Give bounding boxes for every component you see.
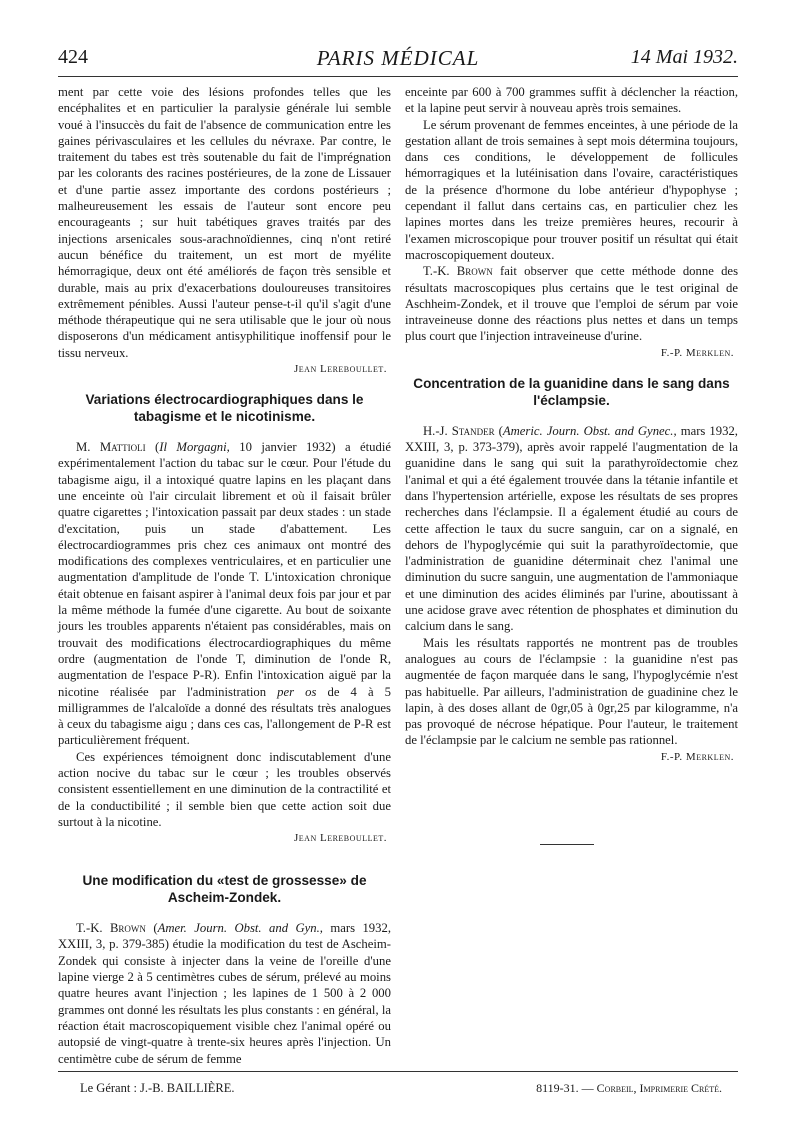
source-citation: Americ. Journ. Obst. and Gynec., bbox=[502, 423, 677, 438]
continuation-text: ment par cette voie des lésions profondes telles que les encéphalites et en particulier la paralysie générale lui semble voué à l'insuccès du fait de l'absence de communication entre les gaines périvasculaires et les cellules du névraxe. Par contre, le traitement du tabes est très soutenable du fait de l'imprégnation par les colorants des racines postérieures, de la zone de Lissauer et d'une partie assez importante des cordons postérieurs ; malheureusement les essais de l'auteur sont encore peu encourageants ; sur huit tabétiques graves traités par des injections arsenicales sous-arachnoïdiennes, cinq n'ont retiré aucun bénéfice du traitement, un est mort de myélite hémorragique, deux ont été améliorés de façon très sensible et durable, mais au prix d'exacerbations douloureuses transitoires extrêmement pénibles. Aussi l'auteur pense-t-il qu'il s'agit d'une méthode thérapeutique qui ne sera utilisable que le jour où nous disposerons d'un médicament antisyphilitique inoffensif pour le tissu nerveux. bbox=[58, 85, 391, 360]
article-ecg-paragraph-2: Ces expériences témoignent donc indiscutablement d'une action nocive du tabac sur le cœur ; les troubles observés consistent essentiellement en une diminution de la contractilité et de la conductibilité ; il semble bien que cette action soit due surtout à la nicotine. bbox=[58, 749, 391, 829]
journal-title: PARIS MÉDICAL bbox=[316, 46, 480, 70]
section-divider bbox=[540, 844, 594, 845]
article-pregnancy-paragraph-1: T.-K. Brown (Amer. Journ. Obst. and Gyn., mars 1932, XXIII, 3, p. 379-385) étudie la modification du test de Ascheim-Zondek qui consiste à injecter dans la veine de l'oreille d'une lapine vierge 2 à 5 centimètres cubes de sérum, prélevé au moins quatre heures avant l'injection ; les lapines de 1 500 à 2 000 grammes ont donné les résultats les plus constants : en général, la réaction était macroscopiquement visible chez l'animal opéré ou autopsié de vingt-quatre à trente-six heures après l'injection. Un centimètre cube de sérum de femme bbox=[58, 921, 391, 1066]
author-name: T.-K. Brown bbox=[423, 264, 493, 279]
source-citation: Il Morgagni, bbox=[159, 440, 230, 455]
article-pregnancy-paragraph-2: Le sérum provenant de femmes enceintes, à une période de la gestation allant de trois semaines à sept mois détermina toujours, dans ces conditions, le développement de follicules hémorragiques et la lutéinisation dans l'ovaire, caractéristiques de la présence d'hormone du lobe antérieur d'hypophyse ; cependant il fallut dans certains cas, en particulier chez les lapines mortes dans les treize premières heures, recourir à l'examen microscopique pour trouver positif un résultat qui était macroscopiquement douteux. bbox=[405, 117, 738, 262]
author-name: H.-J. Stander bbox=[423, 423, 495, 438]
article-title-guanidine: Concentration de la guanidine dans le sang dans l'éclampsie. bbox=[413, 375, 730, 408]
page-footer bbox=[58, 1071, 738, 1100]
article-ecg-signature: Jean Lereboullet. bbox=[294, 832, 387, 845]
article-ecg-paragraph-1: M. Mattioli (Il Morgagni, 10 janvier 1932) a étudié expérimentalement l'action du tabac sur le cœur. Pour l'étude du tabagisme aigu, il a intoxiqué quatre lapins en les plaçant dans une enceinte où l'air circulait librement et où il faisait brûler quatre cigarettes ; l'intoxication passait par deux stades : un stade d'excitation, puis un stade d'abattement. Les électrocardiogrammes pris chez ces animaux ont montré des modifications des complexes ventriculaires, et en particulier une augmentation d'amplitude de l'onde T. L'intoxication chronique était obtenue en faisant aspirer à l'animal deux fois par jour et par la même méthode la fumée d'une cigarette. Au bout de soixante jours les troubles apparents n'étaient pas considérables, mais on trouvait des modifications électrocardiographiques du même ordre (augmentation de l'onde T, diminution de l'onde R, augmentation de l'espace P-R). Enfin l'intoxication aiguë par la nicotine réalisée par l'administration per os de 4 à 5 milligrammes de l'alcaloïde a donné des résultats très analogues à ceux du tabagisme aigu ; dans ces cas, l'allongement de P-R est particulièrement fréquent. bbox=[58, 440, 391, 748]
source-citation: Amer. Journ. Obst. and Gyn., bbox=[157, 921, 323, 936]
article-guanidine-paragraph-1: H.-J. Stander (Americ. Journ. Obst. and Gynec., mars 1932, XXIII, 3, p. 373-379), après avoir rappelé l'augmentation de la guanidine dans le sang qui suit la parathyroïdectomie chez l'animal et qui a été également trouvée dans la tétanie infantile et dans l'hypertension artérielle, expose les résultats de ses propres recherches dans l'éclampsie. Il a également étudié au cours de cette affection le taux du sucre sanguin, car on a signalé, en dehors de l'hypoglycémie qui suit la parathyroïdectomie, que l'administration de guanidine déterminait chez l'animal une diminution du sucre sanguin, une augmentation de l'ammoniaque et une diminution des acides éliminés par l'urine, aboutissant à une acidose grave avec rétention de phosphates et diminution du calcium dans le sang. bbox=[405, 423, 738, 634]
article-guanidine-paragraph-2: Mais les résultats rapportés ne montrent pas de troubles analogues au cours de l'éclampsie : la guanidine n'est pas augmentée de façon marquée dans le sang, l'hypoglycémie n'est pas habituelle. Par ailleurs, l'administration de guadinine chez le lapin, à des doses allant de 0gr,05 à 0gr,25 par kilogramme, n'a pas provoqué de nécrose hépatique. Pour l'auteur, le traitement de l'éclampsie par le calcium ne semble pas rationnel. bbox=[405, 635, 738, 748]
issue-date: 14 Mai 1932. bbox=[630, 46, 738, 68]
page-number: 424 bbox=[58, 46, 88, 68]
article-pregnancy-continuation: enceinte par 600 à 700 grammes suffit à déclencher la réaction, et la lapine peut servir à nouveau après trois semaines. bbox=[405, 85, 738, 116]
footer-manager: Le Gérant : J.-B. BAILLIÈRE. bbox=[80, 1081, 235, 1095]
latin-term: per os bbox=[277, 684, 317, 699]
page-header bbox=[58, 42, 738, 77]
right-column bbox=[405, 84, 738, 765]
article-pregnancy-signature: F.-P. Merklen. bbox=[660, 346, 734, 359]
left-column bbox=[58, 84, 391, 1067]
continuation-signature: Jean Lereboullet. bbox=[294, 363, 387, 376]
article-title-ecg: Variations électrocardiographiques dans le tabagisme et le nicotinisme. bbox=[85, 392, 364, 425]
article-title-pregnancy-test: Une modification du «test de grossesse» de Ascheim-Zondek. bbox=[82, 873, 367, 906]
author-name: T.-K. Brown bbox=[76, 921, 146, 936]
article-guanidine-signature: F.-P. Merklen. bbox=[660, 750, 734, 763]
article-pregnancy-paragraph-3: T.-K. Brown fait observer que cette méthode donne des résultats macroscopiques plus certains que le test original de Aschheim-Zondek, et il trouve que l'emploi de sérum par voie intraveineuse donne des réactions plus nettes et dans un temps plus court que l'injection intraveineuse d'urine. bbox=[405, 264, 738, 344]
author-name: M. Mattioli bbox=[76, 440, 146, 455]
footer-printer: 8119-31. — Corbeil, Imprimerie Crété. bbox=[536, 1081, 722, 1095]
